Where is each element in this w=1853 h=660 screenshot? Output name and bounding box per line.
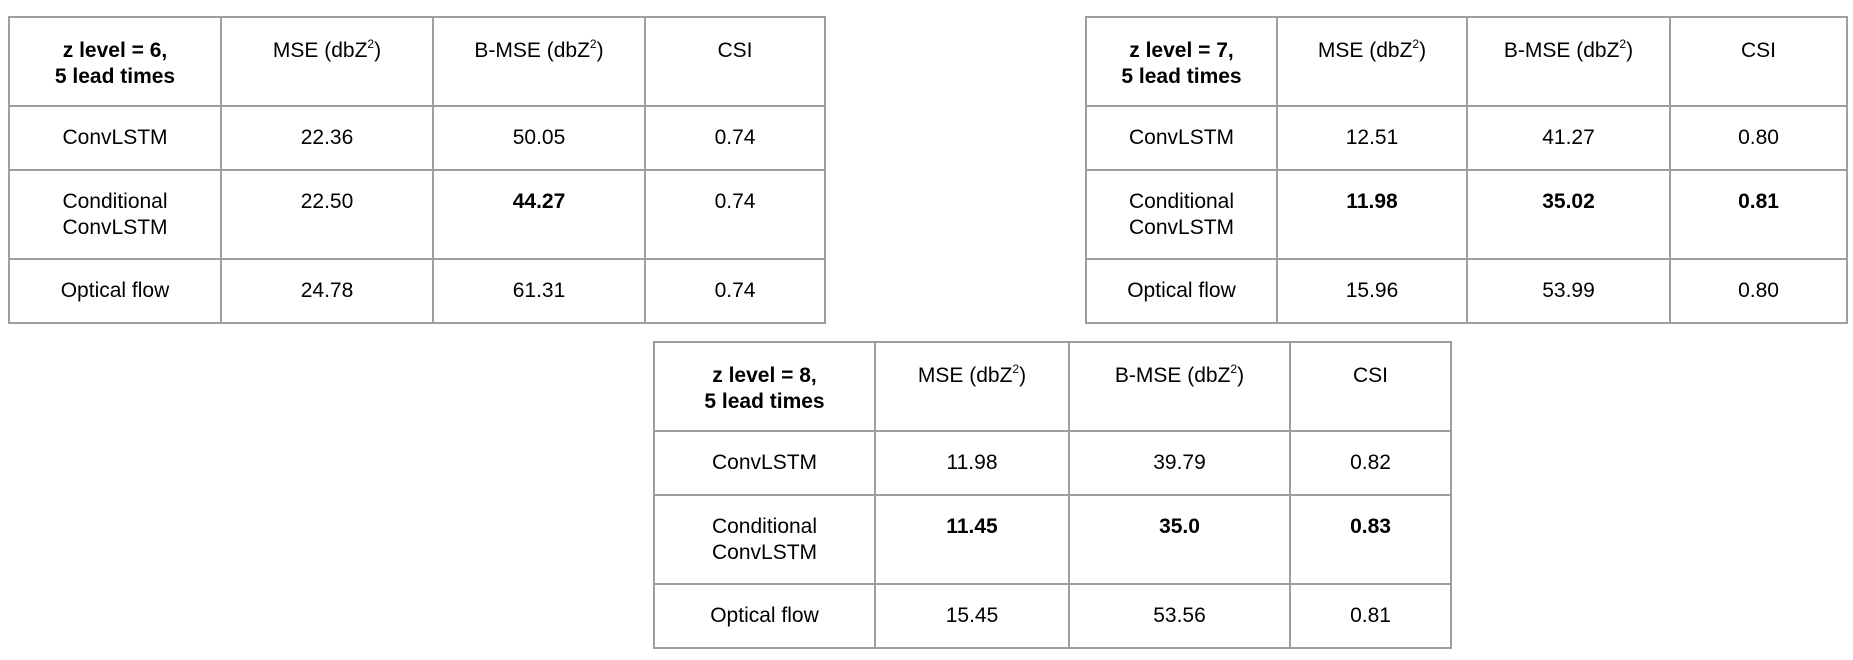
table-row xyxy=(1086,259,1847,323)
csi-value: 0.74 xyxy=(645,259,825,323)
table-row xyxy=(9,259,825,323)
bmse-value: 39.79 xyxy=(1069,431,1290,495)
csi-value: 0.80 xyxy=(1670,259,1847,323)
header-close-paren: ) xyxy=(1237,364,1245,387)
header-mse-cell xyxy=(1277,17,1467,106)
model-name: ConvLSTM xyxy=(1128,126,1235,149)
results-table-z6 xyxy=(8,16,826,324)
csi-value: 0.74 xyxy=(645,106,825,170)
header-title-line1: z level = 7, xyxy=(1129,39,1234,62)
model-name-line1: Conditional xyxy=(711,515,818,538)
csi-value-best: 0.81 xyxy=(1670,170,1847,259)
header-mse-label: MSE (dbZ xyxy=(272,39,368,62)
mse-value: 22.50 xyxy=(221,170,433,259)
bmse-value: 53.56 xyxy=(1069,584,1290,648)
header-title-line1: z level = 6, xyxy=(62,39,168,62)
table-row xyxy=(654,495,1451,584)
header-title-line2: 5 lead times xyxy=(54,65,176,88)
header-csi-cell xyxy=(1290,342,1451,431)
header-close-paren: ) xyxy=(1019,364,1027,387)
header-close-paren: ) xyxy=(596,39,604,62)
model-name-cell xyxy=(654,584,875,648)
model-name-line2: ConvLSTM xyxy=(1128,216,1235,239)
table-row xyxy=(654,584,1451,648)
header-bmse-label: B-MSE (dbZ xyxy=(1503,39,1620,62)
header-bmse-cell xyxy=(433,17,645,106)
header-bmse-label: B-MSE (dbZ xyxy=(474,39,590,62)
header-close-paren: ) xyxy=(1419,39,1427,62)
header-title-cell xyxy=(1086,17,1277,106)
mse-value-best: 11.98 xyxy=(1277,170,1467,259)
model-name-line1: Conditional xyxy=(1128,190,1235,213)
header-close-paren: ) xyxy=(1626,39,1634,62)
header-title-cell xyxy=(654,342,875,431)
unit-superscript: 2 xyxy=(589,37,597,51)
header-title-line1: z level = 8, xyxy=(712,364,817,387)
model-name-cell xyxy=(1086,170,1277,259)
model-name: ConvLSTM xyxy=(62,126,168,149)
header-mse-cell xyxy=(875,342,1069,431)
header-csi-cell xyxy=(1670,17,1847,106)
bmse-value-best: 44.27 xyxy=(433,170,645,259)
csi-value: 0.81 xyxy=(1290,584,1451,648)
model-name-line2: ConvLSTM xyxy=(711,541,818,564)
model-name-line1: Conditional xyxy=(62,190,168,213)
bmse-value: 53.99 xyxy=(1467,259,1670,323)
mse-value: 11.98 xyxy=(875,431,1069,495)
model-name-cell xyxy=(9,259,221,323)
csi-value-best: 0.83 xyxy=(1290,495,1451,584)
results-table-z8 xyxy=(653,341,1452,649)
header-csi-label: CSI xyxy=(1740,39,1776,62)
csi-value: 0.80 xyxy=(1670,106,1847,170)
model-name-cell xyxy=(654,431,875,495)
model-name-cell xyxy=(9,106,221,170)
header-csi-label: CSI xyxy=(717,39,753,62)
table-row xyxy=(1086,170,1847,259)
unit-superscript: 2 xyxy=(1230,362,1238,376)
model-name-cell xyxy=(654,495,875,584)
table-header-row xyxy=(9,17,825,106)
header-title-line2: 5 lead times xyxy=(704,390,825,413)
header-mse-cell xyxy=(221,17,433,106)
bmse-value: 50.05 xyxy=(433,106,645,170)
header-csi-cell xyxy=(645,17,825,106)
unit-superscript: 2 xyxy=(1619,37,1627,51)
mse-value: 22.36 xyxy=(221,106,433,170)
table-header-row xyxy=(654,342,1451,431)
bmse-value: 61.31 xyxy=(433,259,645,323)
header-title-line2: 5 lead times xyxy=(1121,65,1242,88)
csi-value: 0.74 xyxy=(645,170,825,259)
table-row xyxy=(1086,106,1847,170)
header-title-cell xyxy=(9,17,221,106)
model-name: ConvLSTM xyxy=(711,451,818,474)
model-name: Optical flow xyxy=(710,604,819,627)
header-bmse-label: B-MSE (dbZ xyxy=(1114,364,1231,387)
mse-value: 15.45 xyxy=(875,584,1069,648)
model-name-cell xyxy=(1086,259,1277,323)
header-mse-label: MSE (dbZ xyxy=(1317,39,1413,62)
model-name: Optical flow xyxy=(60,279,170,302)
model-name-cell xyxy=(9,170,221,259)
header-mse-label: MSE (dbZ xyxy=(917,364,1013,387)
table-row xyxy=(654,431,1451,495)
model-name: Optical flow xyxy=(1127,279,1236,302)
table-row xyxy=(9,170,825,259)
mse-value: 12.51 xyxy=(1277,106,1467,170)
bmse-value-best: 35.0 xyxy=(1069,495,1290,584)
model-name-line2: ConvLSTM xyxy=(62,216,168,239)
header-bmse-cell xyxy=(1467,17,1670,106)
mse-value: 24.78 xyxy=(221,259,433,323)
table-row xyxy=(9,106,825,170)
results-table-z7 xyxy=(1085,16,1848,324)
unit-superscript: 2 xyxy=(367,37,375,51)
mse-value-best: 11.45 xyxy=(875,495,1069,584)
header-csi-label: CSI xyxy=(1352,364,1388,387)
csi-value: 0.82 xyxy=(1290,431,1451,495)
bmse-value: 41.27 xyxy=(1467,106,1670,170)
mse-value: 15.96 xyxy=(1277,259,1467,323)
header-bmse-cell xyxy=(1069,342,1290,431)
model-name-cell xyxy=(1086,106,1277,170)
bmse-value-best: 35.02 xyxy=(1467,170,1670,259)
unit-superscript: 2 xyxy=(1012,362,1020,376)
header-close-paren: ) xyxy=(374,39,382,62)
table-header-row xyxy=(1086,17,1847,106)
unit-superscript: 2 xyxy=(1412,37,1420,51)
